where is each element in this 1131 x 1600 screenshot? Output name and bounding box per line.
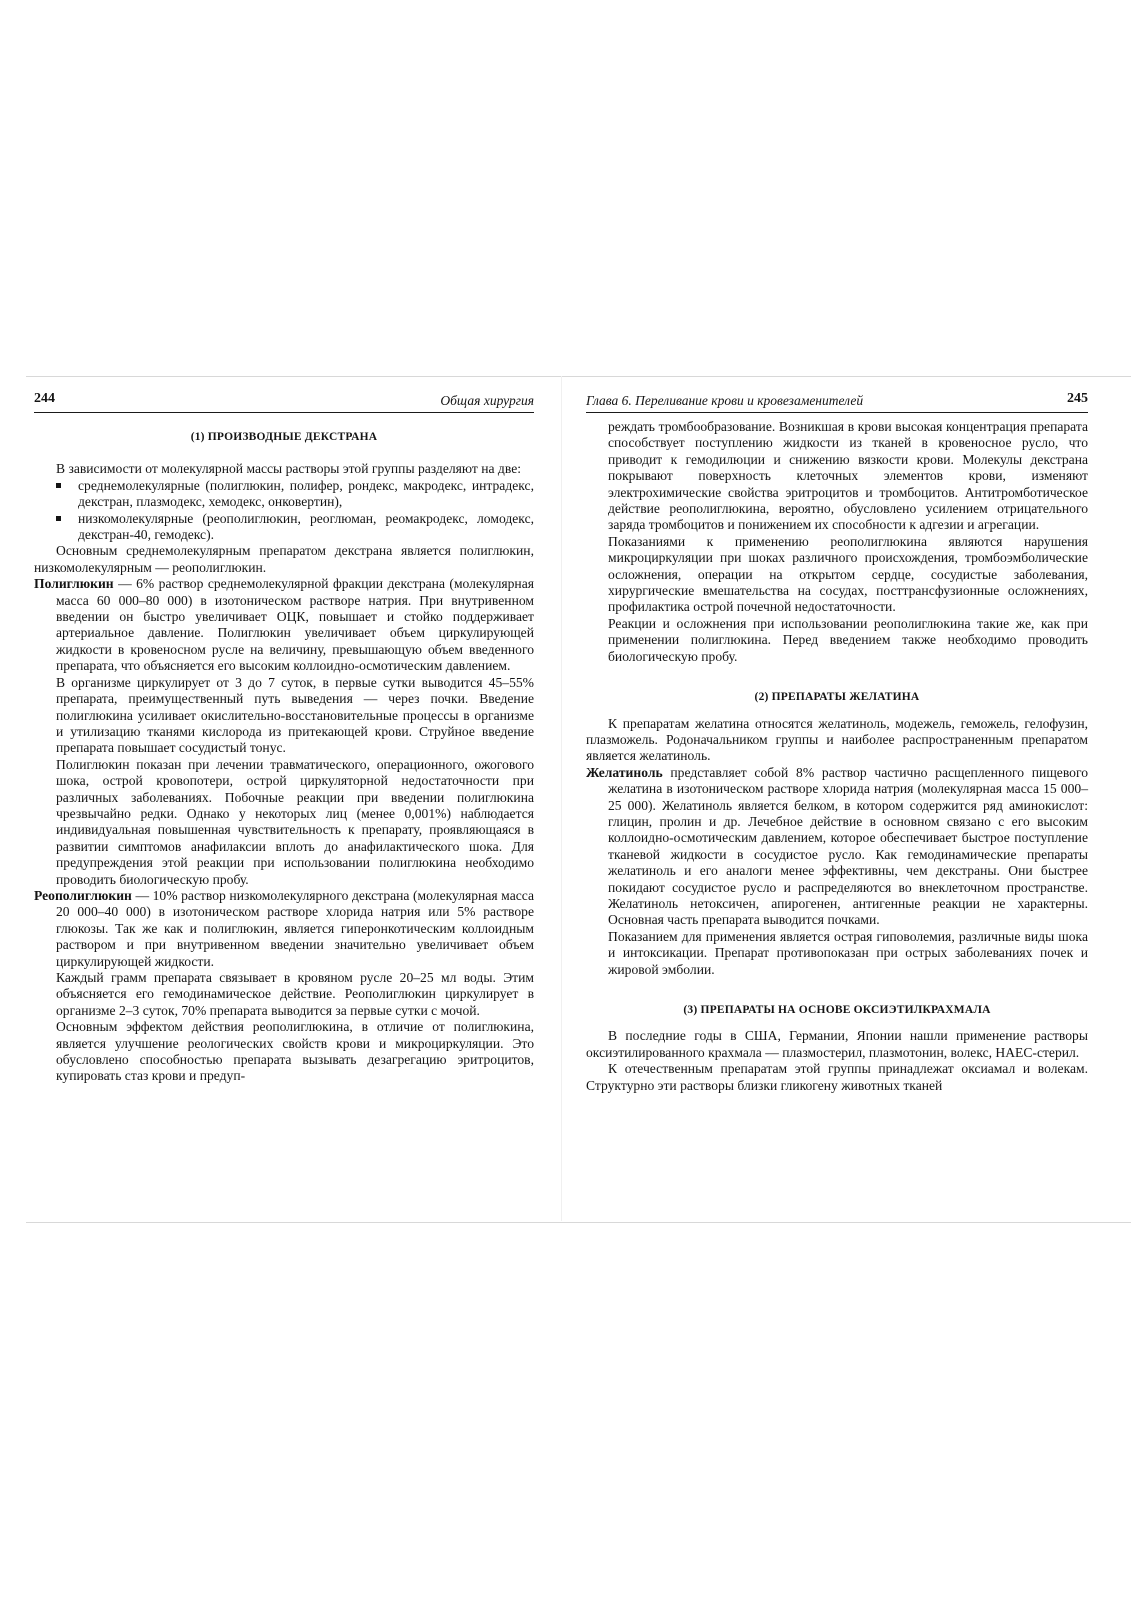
page-number-left: 244 xyxy=(34,391,55,406)
paragraph-main-preparation: Основным среднемолекулярным препаратом декстрана является полиглюкин, низкомолекулярным — реополиглюкин. xyxy=(34,543,534,575)
term-gelatinol: Желатиноль xyxy=(586,764,663,780)
term-reopolyglukin: Реополиглюкин xyxy=(34,887,132,903)
list-item xyxy=(56,478,534,511)
section-heading-dextran: (1) ПРОИЗВОДНЫЕ ДЕКСТРАНА xyxy=(190,431,378,443)
paragraph-hes-foreign: В последние годы в США, Германии, Японии нашли применение растворы оксиэтилированного крахмала — плазмостерил, плазмотонин, волекс, НАЕС-стерил. xyxy=(586,1028,1088,1060)
reopolyglukin-definition-text: — 10% раствор низкомолекулярного декстрана (молекулярная масса 20 000–40 000) в изотоническом растворе хлорида натрия или 5% растворе глюкозы. Так же как и полиглюкин, является гиперонкотическим коллоидным раствором и при внутривенном введении значительно увеличивает объем циркулирующей жидкости. xyxy=(56,887,534,969)
paragraph-reopolyglukin-effect: Основным эффектом действия реополиглюкина, в отличие от полиглюкина, является улучшение реологических свойств крови и микроциркуляции. Это обусловлено способностью препарата вызывать дезагрегацию эритроцитов, купировать стаз крови и предуп- xyxy=(56,1019,534,1084)
left-page-body xyxy=(34,429,534,1085)
term-polyglukin: Полиглюкин xyxy=(34,576,114,592)
list-item xyxy=(56,511,534,544)
paragraph-polyglukin-definition xyxy=(34,576,534,674)
paragraph-continuation: реждать тромбообразование. Возникшая в крови высокая концентрация препарата способствует поступлению жидкости из тканей в кровеносное русло, что приводит к гемодилюции и снижению вязкости крови. Молекулы декстрана покрывают поверхность клеточных элементов крови, изменяют электрохимические свойства эритроцитов и тромбоцитов. Антитромботическое действие реополиглюкина, вероятно, обусловлено усилением отрицательного заряда тромбоцитов и понижением их способности к адгезии и агрегации. xyxy=(608,419,1088,533)
paragraph-polyglukin-circulation: В организме циркулирует от 3 до 7 суток, в первые сутки выводится 45–55% препарата, преимущественный путь выведения — через почки. Введение полиглюкина усиливает окислительно-восстановительные процессы в организме и утилизацию тканями кислорода из притекающей крови. Струйное введение препарата повышает сосудистый тонус. xyxy=(56,674,534,756)
paragraph-reopolyglukin-definition xyxy=(34,888,534,970)
list-item-text: низкомолекулярные (реополиглюкин, реоглюман, реомакродекс, ломодекс, декстран-40, гемодекс). xyxy=(78,510,534,543)
left-page xyxy=(34,390,534,1085)
bullet-icon xyxy=(56,516,61,521)
page-number-right: 245 xyxy=(1067,391,1088,406)
bullet-icon xyxy=(56,483,61,488)
polyglukin-definition-text: — 6% раствор среднемолекулярной фракции декстрана (молекулярная масса 60 000–80 000) в изотоническом растворе натрия. При внутривенном введении он быстро увеличивает ОЦК, повышает и стойко поддерживает артериальное давление. Полиглюкин увеличивает объем циркулирующей жидкости в кровеносном русле на величину, превышающую объем введенного препарата, что объясняется его высоким коллоидно-осмотическим давлением. xyxy=(56,576,534,674)
paragraph-reopolyglukin-indications: Показаниями к применению реополиглюкина являются нарушения микроциркуляции при шоках различного происхождения, тромбоэмболические осложнения, операции на открытом сердце, сосудистые заболевания, хирургические вмешательства на сосудах, посттрансфузионные осложнениях, профилактика острой почечной недостаточности. xyxy=(608,533,1088,615)
section-heading-hydroxyethyl-starch: (3) ПРЕПАРАТЫ НА ОСНОВЕ ОКСИЭТИЛКРАХМАЛА xyxy=(683,1004,991,1016)
paragraph-gelatinol-definition xyxy=(586,765,1088,929)
book-gutter xyxy=(561,376,562,1221)
running-title-left: Общая хирургия xyxy=(440,393,534,408)
bullet-list xyxy=(34,478,534,544)
running-title-right: Глава 6. Переливание крови и кровезаменителей xyxy=(586,393,864,408)
left-running-header xyxy=(34,390,534,413)
right-running-header xyxy=(586,390,1088,413)
paragraph-reopolyglukin-water: Каждый грамм препарата связывает в кровяном русле 20–25 мл воды. Этим объясняется его гемодинамическое действие. Реополиглюкин циркулирует в организме 2–3 суток, 70% препарата выводится за первые сутки с мочой. xyxy=(56,970,534,1018)
list-item-text: среднемолекулярные (полиглюкин, полифер, рондекс, макродекс, интрадекс, декстран, плазмодекс, хемодекс, онковертин), xyxy=(78,477,534,510)
gelatinol-definition-text: представляет собой 8% раствор частично расщепленного пищевого желатина в изотоническом растворе хлорида натрия (молекулярная масса 15 000–25 000). Желатиноль является белком, в котором содержится ряд аминокислот: глицин, пролин и др. Лечебное действие в основном связано с его высоким коллоидно-осмотическим давлением, которое обеспечивает быстрое поступление тканевой жидкости в сосудистое русло. Как гемодинамические препараты желатиноль и его аналоги менее эффективны, чем декстраны. Они быстрее покидают сосудистое русло и распределяются во внеклеточном пространстве. Желатиноль нетоксичен, апирогенен, антигенные реакции не характерны. Основная часть препарата выводится почками. xyxy=(608,764,1088,928)
paragraph-reopolyglukin-reactions: Реакции и осложнения при использовании реополиглюкина такие же, как при применении полиглюкина. Перед введением также необходимо проводить биологическую пробу. xyxy=(608,615,1088,664)
section-heading-gelatin: (2) ПРЕПАРАТЫ ЖЕЛАТИНА xyxy=(754,691,920,704)
paragraph-gelatinol-indications: Показанием для применения является острая гиповолемия, различные виды шока и интоксикации. Препарат противопоказан при острых заболеваниях почек и жировой эмболии. xyxy=(608,928,1088,977)
paragraph-hes-domestic: К отечественным препаратам этой группы принадлежат оксиамал и волекам. Структурно эти растворы близки гликогену животных тканей xyxy=(586,1061,1088,1093)
paragraph-intro: В зависимости от молекулярной массы растворы этой группы разделяют на две: xyxy=(56,461,522,477)
paragraph-gelatin-intro: К препаратам желатина относятся желатиноль, модежель, геможель, гелофузин, плазможель. Родоначальником группы и наиболее распространенным препаратом является желатиноль. xyxy=(586,715,1088,764)
right-page xyxy=(586,390,1088,1094)
paragraph-polyglukin-indications: Полиглюкин показан при лечении травматического, операционного, ожогового шока, острой кровопотери, острой циркуляторной недостаточности при различных заболеваниях. Побочные реакции при введении полиглюкина чрезвычайно редки. Однако у некоторых лиц (менее 0,001%) наблюдается индивидуальная повышенная чувствительность к препарату, проявляющаяся в развитии симптомов анафилаксии вплоть до анафилактического шока. Для предупреждения этой реакции при использовании полиглюкина необходимо проводить биологическую пробу. xyxy=(56,756,534,887)
right-page-body xyxy=(586,413,1088,1094)
